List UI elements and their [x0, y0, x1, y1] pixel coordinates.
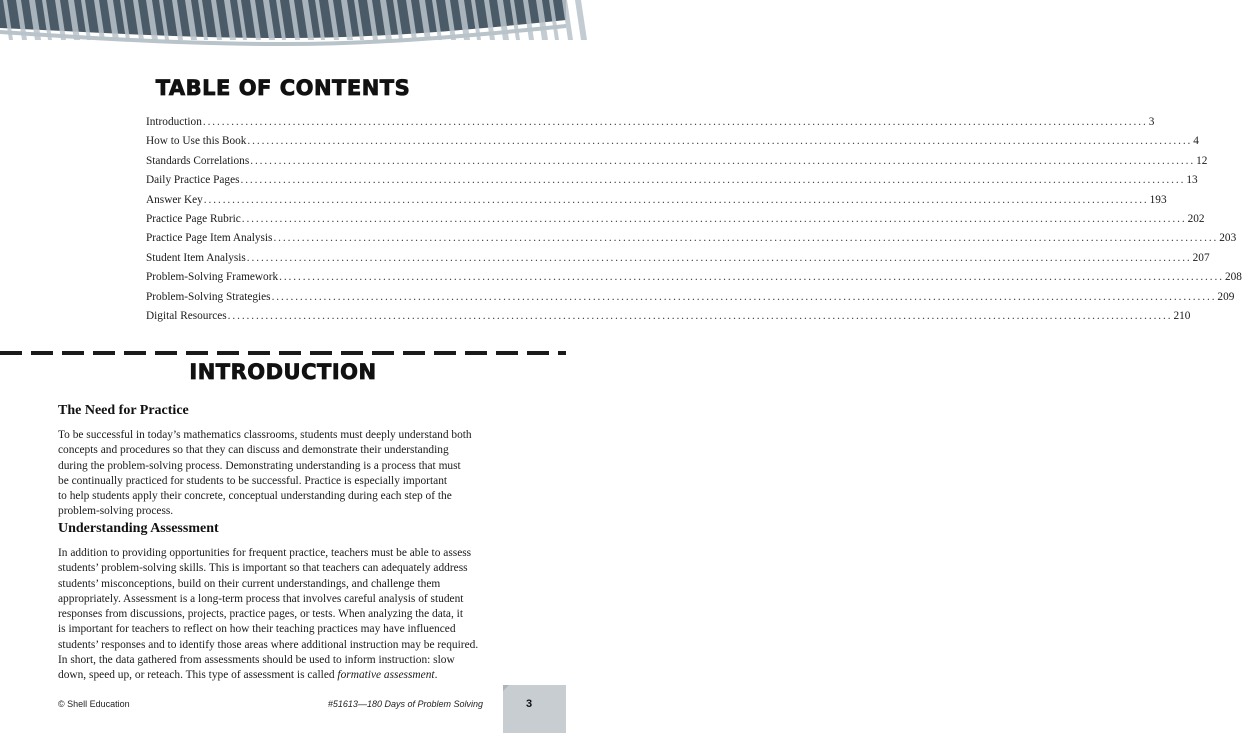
toc-entry-page: 202 [1187, 212, 1205, 225]
toc-entry-page: 210 [1173, 309, 1191, 322]
assessment-section-body [58, 546, 490, 684]
toc-leader-dots: ........................................................................................................................................................................................................ [203, 193, 1149, 206]
toc-title: TABLE OF CONTENTS [155, 76, 411, 100]
toc-entry [146, 232, 1237, 251]
toc-entry [146, 193, 1167, 213]
toc-entry [146, 174, 1198, 193]
page-number: 3 [525, 698, 533, 710]
banner-stripe [575, 0, 587, 40]
toc-entry-label: Student Item Analysis [146, 251, 246, 264]
assessment-text: In addition to providing opportunities for frequent practice, teachers must be able to assess students’ problem-solving skills. This is important so that teachers can adequately address students’ misconceptions, build on their current understandings, and challenge them appropriately. Assessment is a long-term process that involves careful analysis of student responses from discussions, projects, practice pages, or tests. When analyzing the data, it is important for teachers to reflect on how their teaching practices may have influenced students’ responses and to identify those areas where additional instruction may be required. In short, the data gathered from assessments should be used to inform instruction: slow down, speed up, or reteach. This type of assessment is called [58, 547, 479, 682]
toc-entry [146, 309, 1191, 329]
toc-entry [146, 212, 1205, 232]
toc-entry-label: Answer Key [146, 193, 203, 206]
footer-publisher: © Shell Education [58, 699, 130, 709]
toc-entry-label: Introduction [146, 116, 202, 128]
need-heading-text: The Need for Practice [58, 403, 189, 418]
toc-leader-dots: ........................................................................................................................................................................................................ [241, 212, 1187, 225]
toc-entry-label: Digital Resources [146, 309, 227, 322]
toc-leader-dots: ........................................................................................................................................................................................................ [247, 135, 1193, 148]
footer-product: #51613—180 Days of Problem Solving [327, 699, 483, 709]
toc-leader-dots: ........................................................................................................................................................................................................ [227, 309, 1173, 322]
page-tab-shade [503, 685, 509, 691]
toc-entry-page: 193 [1149, 193, 1167, 206]
toc-entry-page: 12 [1196, 154, 1208, 167]
need-section-body [58, 428, 490, 520]
toc-entry [146, 271, 1242, 290]
dashed-divider [0, 350, 566, 356]
toc-entry-label: Practice Page Item Analysis [146, 232, 273, 245]
toc-entry [146, 154, 1208, 174]
need-section-heading [58, 403, 490, 419]
toc-list [146, 116, 1242, 329]
toc-entry-label: Problem-Solving Strategies [146, 290, 271, 303]
toc-entry [146, 116, 1155, 135]
toc-entry-page: 207 [1192, 251, 1210, 264]
toc-leader-dots: ........................................................................................................................................................................................................ [240, 174, 1186, 187]
toc-entry-page: 3 [1148, 116, 1155, 128]
toc-entry [146, 251, 1210, 271]
toc-leader-dots: ........................................................................................................................................................................................................ [246, 251, 1192, 264]
introduction-title: INTRODUCTION [189, 360, 377, 384]
toc-entry [146, 135, 1199, 154]
toc-entry-label: How to Use this Book [146, 135, 247, 148]
toc-entry-page: 13 [1186, 174, 1198, 187]
toc-entry-label: Standards Correlations [146, 154, 250, 167]
assessment-section-heading [58, 521, 490, 537]
need-paragraph: To be successful in today’s mathematics classrooms, students must deeply understand both concepts and procedures so that they can discuss and demonstrate their understanding during the problem-solving process. Demonstrating understanding is a process that must be continually practiced for students to be successful. Practice is especially important to help students apply their concrete, conceptual understanding during each step of the problem-solving process. [58, 429, 472, 518]
toc-entry-label: Problem-Solving Framework [146, 271, 279, 284]
formative-assessment-term: formative assessment [337, 669, 435, 682]
toc-entry-page: 4 [1193, 135, 1199, 148]
toc-entry [146, 290, 1235, 310]
toc-leader-dots: ........................................................................................................................................................................................................ [250, 154, 1196, 167]
toc-leader-dots: ........................................................................................................................................................................................................ [273, 232, 1219, 245]
assessment-end: . [434, 669, 438, 682]
toc-leader-dots: ........................................................................................................................................................................................................ [279, 271, 1224, 284]
toc-entry-page: 208 [1224, 271, 1242, 284]
toc-leader-dots: ........................................................................................................................................................................................................ [271, 290, 1217, 303]
assessment-paragraph [58, 546, 490, 684]
assessment-heading-text: Understanding Assessment [58, 521, 219, 536]
toc-leader-dots: ........................................................................................................................................................................................................ [202, 116, 1148, 128]
header-banner [0, 0, 566, 50]
toc-entry-label: Practice Page Rubric [146, 212, 241, 225]
toc-entry-page: 209 [1217, 290, 1235, 303]
toc-entry-page: 203 [1219, 232, 1237, 245]
toc-entry-label: Daily Practice Pages [146, 174, 240, 187]
